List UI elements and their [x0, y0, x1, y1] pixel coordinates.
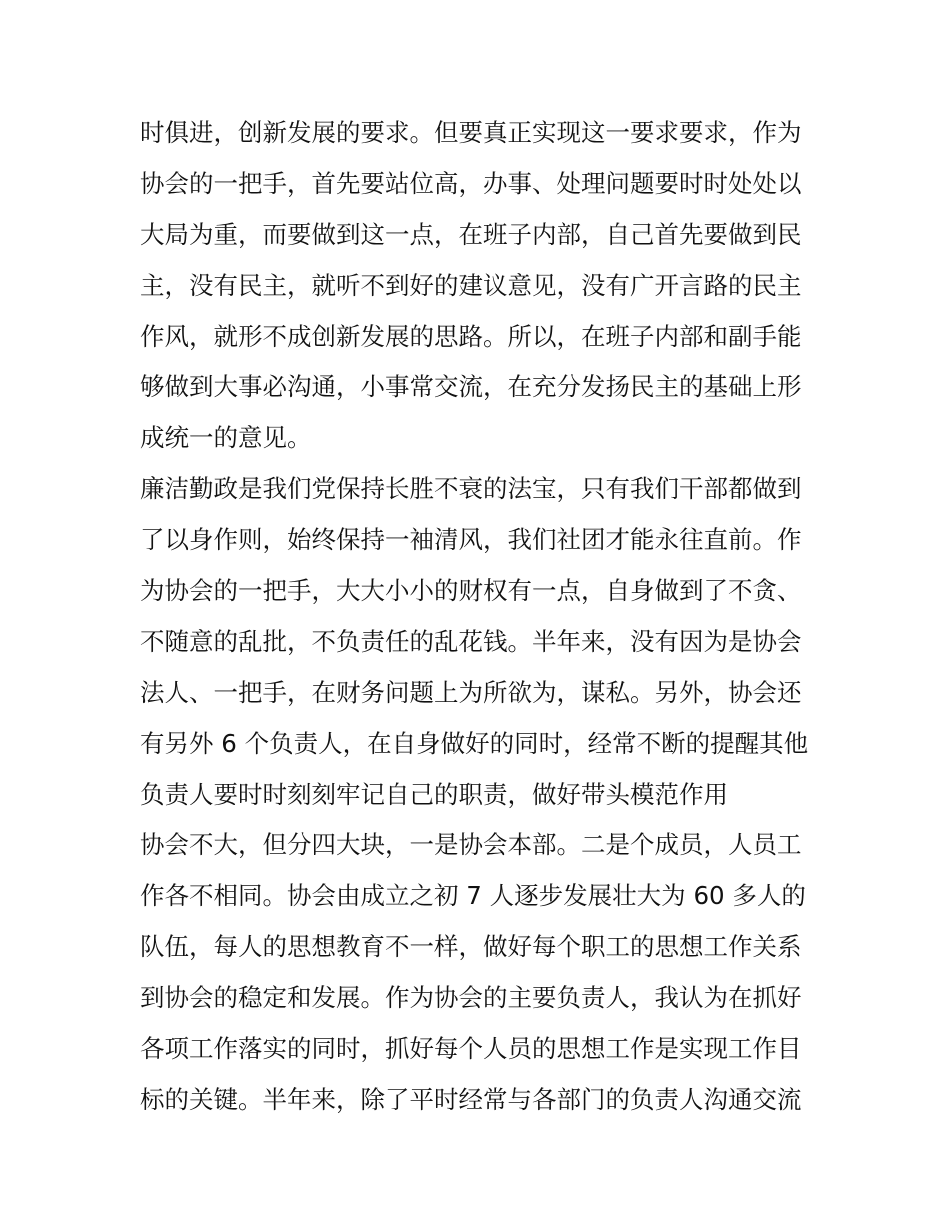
text-line: 主，没有民主，就听不到好的建议意见，没有广开言路的民主 — [140, 270, 802, 300]
text-line: 到协会的稳定和发展。作为协会的主要负责人，我认为在抓好 — [140, 983, 802, 1013]
text-line: 各项工作落实的同时，抓好每个人员的思想工作是实现工作目 — [140, 1034, 802, 1064]
text-line: 成统一的意见。 — [140, 423, 312, 453]
text-line: 廉洁勤政是我们党保持长胜不衰的法宝，只有我们干部都做到 — [140, 474, 802, 504]
text-line: 队伍，每人的思想教育不一样，做好每个职工的思想工作关系 — [140, 932, 802, 962]
text-line: 标的关键。半年来，除了平时经常与各部门的负责人沟通交流 — [140, 1084, 802, 1114]
text-line: 协会的一把手，首先要站位高，办事、处理问题要时时处处以 — [140, 168, 802, 198]
text-line: 作风，就形不成创新发展的思路。所以，在班子内部和副手能 — [140, 321, 802, 351]
text-line: 够做到大事必沟通，小事常交流，在充分发扬民主的基础上形 — [140, 372, 802, 402]
text-line: 协会不大，但分四大块，一是协会本部。二是个成员，人员工 — [140, 830, 802, 860]
body-text — [140, 108, 820, 1126]
text-line: 负责人要时时刻刻牢记自己的职责，做好带头模范作用 — [140, 779, 728, 809]
text-line: 为协会的一把手，大大小小的财权有一点，自身做到了不贪、 — [140, 576, 802, 606]
text-line: 不随意的乱批，不负责任的乱花钱。半年来，没有因为是协会 — [140, 626, 802, 656]
text-line: 时俱进，创新发展的要求。但要真正实现这一要求要求，作为 — [140, 118, 802, 147]
text-line: 有另外 6 个负责人，在自身做好的同时，经常不断的提醒其他 — [140, 728, 809, 758]
text-line: 法人、一把手，在财务问题上为所欲为，谋私。另外，协会还 — [140, 677, 802, 707]
text-line: 大局为重，而要做到这一点，在班子内部，自己首先要做到民 — [140, 219, 802, 249]
text-line: 作各不相同。协会由成立之初 7 人逐步发展壮大为 60 多人的 — [140, 881, 806, 911]
text-line: 了以身作则，始终保持一袖清风，我们社团才能永往直前。作 — [140, 525, 802, 555]
